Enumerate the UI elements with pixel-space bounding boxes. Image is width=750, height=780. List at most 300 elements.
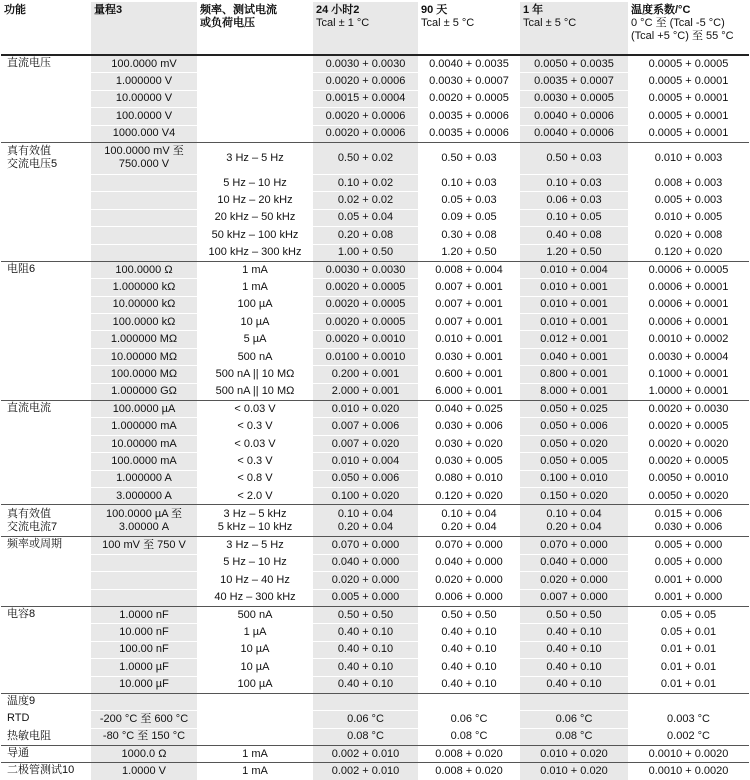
temp-coeff-cell: 0.005 + 0.003 xyxy=(628,192,749,209)
table-row xyxy=(1,505,749,537)
accuracy-24h-cell: 0.0030 + 0.0030 xyxy=(313,55,418,73)
range-cell: 10.000 µF xyxy=(91,676,197,693)
accuracy-1y-cell: 0.40 + 0.10 xyxy=(520,676,628,693)
accuracy-90d-cell: 0.0020 + 0.0005 xyxy=(418,90,520,107)
accuracy-24h-cell: 0.05 + 0.04 xyxy=(313,209,418,226)
accuracy-24h-cell: 0.0030 + 0.0030 xyxy=(313,261,418,278)
range-cell: 1.000000 mA xyxy=(91,418,197,435)
frequency-cell xyxy=(197,125,313,142)
range-cell: -200 °C 至 600 °C xyxy=(91,711,197,728)
table-row xyxy=(1,227,749,244)
function-cell xyxy=(1,659,91,676)
frequency-cell xyxy=(197,73,313,90)
header-24h-sub: Tcal ± 1 °C xyxy=(316,17,370,29)
temp-coeff-cell: 0.01 + 0.01 xyxy=(628,641,749,658)
table-row xyxy=(1,142,749,174)
accuracy-1y-cell: 0.040 + 0.000 xyxy=(520,554,628,571)
frequency-cell: 5 Hz – 10 Hz xyxy=(197,554,313,571)
header-1y-title: 1 年 xyxy=(523,4,544,16)
accuracy-90d-cell: 0.007 + 0.001 xyxy=(418,314,520,331)
frequency-cell: 10 Hz – 20 kHz xyxy=(197,192,313,209)
function-cell xyxy=(1,624,91,641)
accuracy-1y-cell: 0.10 + 0.05 xyxy=(520,209,628,226)
temp-coeff-cell: 0.0006 + 0.0001 xyxy=(628,279,749,296)
accuracy-90d-cell: 0.08 °C xyxy=(418,728,520,745)
range-cell xyxy=(91,693,197,710)
range-cell xyxy=(91,589,197,606)
accuracy-90d-cell: 0.080 + 0.010 xyxy=(418,470,520,487)
function-cell xyxy=(1,90,91,107)
accuracy-90d-cell: 0.030 + 0.020 xyxy=(418,435,520,452)
accuracy-24h-cell: 0.50 + 0.50 xyxy=(313,606,418,623)
accuracy-24h-cell: 0.0020 + 0.0005 xyxy=(313,296,418,313)
accuracy-24h-cell: 0.0020 + 0.0006 xyxy=(313,73,418,90)
table-row xyxy=(1,73,749,90)
accuracy-90d-cell: 0.40 + 0.10 xyxy=(418,641,520,658)
frequency-cell: < 0.8 V xyxy=(197,470,313,487)
function-cell: 真有效值 交流电压5 xyxy=(1,142,91,174)
accuracy-1y-cell: 0.010 + 0.001 xyxy=(520,314,628,331)
accuracy-1y-cell: 0.150 + 0.020 xyxy=(520,487,628,504)
header-90d xyxy=(418,2,520,55)
frequency-cell: 1 mA xyxy=(197,746,313,763)
accuracy-90d-cell: 0.120 + 0.020 xyxy=(418,487,520,504)
temp-coeff-cell: 0.0020 + 0.0030 xyxy=(628,401,749,418)
accuracy-24h-cell: 0.10 + 0.04 0.20 + 0.04 xyxy=(313,505,418,537)
table-row xyxy=(1,296,749,313)
function-cell xyxy=(1,487,91,504)
function-cell xyxy=(1,453,91,470)
frequency-cell xyxy=(197,693,313,710)
accuracy-1y-cell: 0.800 + 0.001 xyxy=(520,366,628,383)
function-cell xyxy=(1,641,91,658)
function-cell xyxy=(1,174,91,191)
frequency-cell: 500 nA || 10 MΩ xyxy=(197,383,313,400)
accuracy-1y-cell: 0.050 + 0.020 xyxy=(520,435,628,452)
accuracy-1y-cell: 0.007 + 0.000 xyxy=(520,589,628,606)
temp-coeff-cell: 0.001 + 0.000 xyxy=(628,572,749,589)
table-row xyxy=(1,244,749,261)
header-frequency: 频率、测试电流 或负荷电压 xyxy=(197,2,313,55)
frequency-cell: 50 kHz – 100 kHz xyxy=(197,227,313,244)
accuracy-24h-cell: 0.200 + 0.001 xyxy=(313,366,418,383)
table-row xyxy=(1,606,749,623)
accuracy-1y-cell: 0.06 °C xyxy=(520,711,628,728)
accuracy-90d-cell: 0.070 + 0.000 xyxy=(418,537,520,554)
accuracy-24h-cell: 0.40 + 0.10 xyxy=(313,676,418,693)
accuracy-1y-cell: 0.0040 + 0.0006 xyxy=(520,108,628,125)
accuracy-1y-cell: 0.010 + 0.001 xyxy=(520,279,628,296)
frequency-cell: < 2.0 V xyxy=(197,487,313,504)
table-row xyxy=(1,624,749,641)
accuracy-90d-cell: 0.040 + 0.000 xyxy=(418,554,520,571)
accuracy-24h-cell: 0.002 + 0.010 xyxy=(313,763,418,780)
header-temp-sub2: (Tcal +5 °C) 至 55 °C xyxy=(631,30,734,42)
frequency-cell xyxy=(197,90,313,107)
accuracy-1y-cell: 0.40 + 0.10 xyxy=(520,641,628,658)
range-cell: 1000.0 Ω xyxy=(91,746,197,763)
accuracy-1y-cell: 0.06 + 0.03 xyxy=(520,192,628,209)
range-cell xyxy=(91,174,197,191)
accuracy-1y-cell: 0.012 + 0.001 xyxy=(520,331,628,348)
accuracy-90d-cell: 0.008 + 0.020 xyxy=(418,746,520,763)
frequency-cell: 5 Hz – 10 Hz xyxy=(197,174,313,191)
range-cell: 1.000000 MΩ xyxy=(91,331,197,348)
header-1y-sub: Tcal ± 5 °C xyxy=(523,17,577,29)
function-cell xyxy=(1,314,91,331)
table-row xyxy=(1,108,749,125)
accuracy-1y-cell: 0.100 + 0.010 xyxy=(520,470,628,487)
accuracy-1y-cell: 0.070 + 0.000 xyxy=(520,537,628,554)
accuracy-24h-cell: 0.007 + 0.020 xyxy=(313,435,418,452)
accuracy-90d-cell: 0.010 + 0.001 xyxy=(418,331,520,348)
table-row xyxy=(1,470,749,487)
accuracy-24h-cell: 0.08 °C xyxy=(313,728,418,745)
range-cell: 1.000000 GΩ xyxy=(91,383,197,400)
temp-coeff-cell: 0.0020 + 0.0020 xyxy=(628,435,749,452)
frequency-cell: 1 mA xyxy=(197,279,313,296)
table-row xyxy=(1,763,749,780)
temp-coeff-cell xyxy=(628,693,749,710)
range-cell xyxy=(91,209,197,226)
accuracy-90d-cell: 0.10 + 0.03 xyxy=(418,174,520,191)
header-1y xyxy=(520,2,628,55)
accuracy-90d-cell: 0.006 + 0.000 xyxy=(418,589,520,606)
table-row xyxy=(1,746,749,763)
frequency-cell: 100 kHz – 300 kHz xyxy=(197,244,313,261)
accuracy-1y-cell: 0.50 + 0.03 xyxy=(520,142,628,174)
accuracy-24h-cell: 0.100 + 0.020 xyxy=(313,487,418,504)
temp-coeff-cell: 0.008 + 0.003 xyxy=(628,174,749,191)
range-cell: 100.0000 µA 至 3.00000 A xyxy=(91,505,197,537)
accuracy-1y-cell: 0.40 + 0.10 xyxy=(520,624,628,641)
accuracy-24h-cell: 0.010 + 0.020 xyxy=(313,401,418,418)
function-cell xyxy=(1,331,91,348)
range-cell: 10.000 nF xyxy=(91,624,197,641)
table-row xyxy=(1,487,749,504)
accuracy-1y-cell xyxy=(520,693,628,710)
accuracy-1y-cell: 0.0040 + 0.0006 xyxy=(520,125,628,142)
frequency-cell: < 0.03 V xyxy=(197,401,313,418)
accuracy-1y-cell: 0.0030 + 0.0005 xyxy=(520,90,628,107)
function-cell xyxy=(1,572,91,589)
range-cell: 100.0000 Ω xyxy=(91,261,197,278)
range-cell: 100.0000 µA xyxy=(91,401,197,418)
accuracy-1y-cell: 0.010 + 0.020 xyxy=(520,746,628,763)
temp-coeff-cell: 0.1000 + 0.0001 xyxy=(628,366,749,383)
frequency-cell: 10 µA xyxy=(197,659,313,676)
function-cell xyxy=(1,435,91,452)
header-temp-coeff xyxy=(628,2,749,55)
range-cell: 100.0000 mV 至 750.000 V xyxy=(91,142,197,174)
range-cell: 100.0000 mA xyxy=(91,453,197,470)
range-cell: 100.0000 MΩ xyxy=(91,366,197,383)
accuracy-90d-cell: 6.000 + 0.001 xyxy=(418,383,520,400)
table-row xyxy=(1,209,749,226)
function-cell xyxy=(1,125,91,142)
range-cell: 1.000000 V xyxy=(91,73,197,90)
table-row xyxy=(1,537,749,554)
table-row xyxy=(1,435,749,452)
temp-coeff-cell: 0.05 + 0.05 xyxy=(628,606,749,623)
range-cell: 100.00 nF xyxy=(91,641,197,658)
accuracy-90d-cell: 0.06 °C xyxy=(418,711,520,728)
accuracy-24h-cell: 0.070 + 0.000 xyxy=(313,537,418,554)
accuracy-24h-cell: 0.0100 + 0.0010 xyxy=(313,348,418,365)
temp-coeff-cell: 0.0020 + 0.0005 xyxy=(628,453,749,470)
frequency-cell: 20 kHz – 50 kHz xyxy=(197,209,313,226)
temp-coeff-cell: 0.0005 + 0.0001 xyxy=(628,125,749,142)
temp-coeff-cell: 0.0010 + 0.0020 xyxy=(628,763,749,780)
table-body xyxy=(1,55,749,780)
table-row xyxy=(1,401,749,418)
accuracy-90d-cell: 0.008 + 0.004 xyxy=(418,261,520,278)
accuracy-90d-cell: 0.020 + 0.000 xyxy=(418,572,520,589)
accuracy-24h-cell: 2.000 + 0.001 xyxy=(313,383,418,400)
accuracy-1y-cell: 0.040 + 0.001 xyxy=(520,348,628,365)
accuracy-90d-cell: 0.007 + 0.001 xyxy=(418,296,520,313)
header-temp-title: 温度系数/°C xyxy=(631,4,691,16)
table-row xyxy=(1,383,749,400)
accuracy-24h-cell: 0.20 + 0.08 xyxy=(313,227,418,244)
accuracy-24h-cell: 0.50 + 0.02 xyxy=(313,142,418,174)
accuracy-1y-cell: 0.0035 + 0.0007 xyxy=(520,73,628,90)
range-cell: 100.0000 mV xyxy=(91,55,197,73)
accuracy-24h-cell: 0.02 + 0.02 xyxy=(313,192,418,209)
accuracy-24h-cell: 0.005 + 0.000 xyxy=(313,589,418,606)
function-cell xyxy=(1,192,91,209)
accuracy-1y-cell: 0.10 + 0.04 0.20 + 0.04 xyxy=(520,505,628,537)
table-row xyxy=(1,641,749,658)
function-cell xyxy=(1,348,91,365)
table-row xyxy=(1,659,749,676)
temp-coeff-cell: 0.003 °C xyxy=(628,711,749,728)
accuracy-90d-cell: 1.20 + 0.50 xyxy=(418,244,520,261)
table-row xyxy=(1,125,749,142)
function-cell xyxy=(1,244,91,261)
accuracy-24h-cell: 0.06 °C xyxy=(313,711,418,728)
function-cell xyxy=(1,296,91,313)
range-cell: 1.0000 nF xyxy=(91,606,197,623)
header-24h xyxy=(313,2,418,55)
header-24h-title: 24 小时2 xyxy=(316,4,360,16)
function-cell: 导通 xyxy=(1,746,91,763)
temp-coeff-cell: 0.0030 + 0.0004 xyxy=(628,348,749,365)
accuracy-24h-cell: 0.40 + 0.10 xyxy=(313,641,418,658)
temp-coeff-cell: 0.01 + 0.01 xyxy=(628,659,749,676)
function-cell xyxy=(1,470,91,487)
accuracy-24h-cell: 0.0020 + 0.0005 xyxy=(313,279,418,296)
temp-coeff-cell: 0.010 + 0.005 xyxy=(628,209,749,226)
accuracy-1y-cell: 0.40 + 0.10 xyxy=(520,659,628,676)
accuracy-90d-cell: 0.50 + 0.50 xyxy=(418,606,520,623)
range-cell: 1.000000 A xyxy=(91,470,197,487)
temp-coeff-cell: 0.015 + 0.006 0.030 + 0.006 xyxy=(628,505,749,537)
header-function: 功能 xyxy=(1,2,91,55)
temp-coeff-cell: 0.0006 + 0.0005 xyxy=(628,261,749,278)
table-row xyxy=(1,261,749,278)
table-row xyxy=(1,589,749,606)
accuracy-1y-cell: 0.010 + 0.001 xyxy=(520,296,628,313)
frequency-cell: 5 µA xyxy=(197,331,313,348)
accuracy-1y-cell: 8.000 + 0.001 xyxy=(520,383,628,400)
accuracy-90d-cell: 0.030 + 0.006 xyxy=(418,418,520,435)
table-row xyxy=(1,728,749,745)
accuracy-90d-cell: 0.030 + 0.001 xyxy=(418,348,520,365)
frequency-cell: 1 µA xyxy=(197,624,313,641)
range-cell xyxy=(91,244,197,261)
range-cell xyxy=(91,554,197,571)
table-row xyxy=(1,348,749,365)
range-cell: 1.0000 V xyxy=(91,763,197,780)
accuracy-90d-cell: 0.030 + 0.005 xyxy=(418,453,520,470)
frequency-cell: 1 mA xyxy=(197,261,313,278)
temp-coeff-cell: 0.0006 + 0.0001 xyxy=(628,314,749,331)
table-row xyxy=(1,314,749,331)
frequency-cell: 500 nA || 10 MΩ xyxy=(197,366,313,383)
accuracy-24h-cell: 0.40 + 0.10 xyxy=(313,659,418,676)
accuracy-90d-cell: 0.40 + 0.10 xyxy=(418,624,520,641)
frequency-cell: 500 nA xyxy=(197,606,313,623)
function-cell xyxy=(1,554,91,571)
range-cell: 3.000000 A xyxy=(91,487,197,504)
frequency-cell: 10 µA xyxy=(197,314,313,331)
frequency-cell: 500 nA xyxy=(197,348,313,365)
frequency-cell xyxy=(197,711,313,728)
accuracy-1y-cell: 0.050 + 0.005 xyxy=(520,453,628,470)
temp-coeff-cell: 0.01 + 0.01 xyxy=(628,676,749,693)
accuracy-24h-cell: 0.040 + 0.000 xyxy=(313,554,418,571)
table-row xyxy=(1,418,749,435)
header-temp-sub1: 0 °C 至 (Tcal -5 °C) xyxy=(631,17,725,29)
frequency-cell: < 0.03 V xyxy=(197,435,313,452)
frequency-cell: 10 µA xyxy=(197,641,313,658)
function-cell xyxy=(1,366,91,383)
frequency-cell: 1 mA xyxy=(197,763,313,780)
range-cell xyxy=(91,572,197,589)
range-cell: 10.00000 kΩ xyxy=(91,296,197,313)
range-cell: 10.00000 MΩ xyxy=(91,348,197,365)
temp-coeff-cell: 0.0005 + 0.0005 xyxy=(628,55,749,73)
table-row xyxy=(1,554,749,571)
frequency-cell: 3 Hz – 5 Hz xyxy=(197,537,313,554)
table-row xyxy=(1,331,749,348)
frequency-cell: 100 µA xyxy=(197,296,313,313)
function-cell: 电阻6 xyxy=(1,261,91,278)
range-cell xyxy=(91,227,197,244)
function-cell: 直流电流 xyxy=(1,401,91,418)
accuracy-90d-cell: 0.008 + 0.020 xyxy=(418,763,520,780)
temp-coeff-cell: 0.120 + 0.020 xyxy=(628,244,749,261)
function-cell xyxy=(1,676,91,693)
range-cell: 1000.000 V4 xyxy=(91,125,197,142)
accuracy-90d-cell: 0.40 + 0.10 xyxy=(418,676,520,693)
accuracy-90d-cell: 0.600 + 0.001 xyxy=(418,366,520,383)
header-range: 量程3 xyxy=(91,2,197,55)
table-row xyxy=(1,366,749,383)
temp-coeff-cell: 0.0010 + 0.0002 xyxy=(628,331,749,348)
table-row xyxy=(1,453,749,470)
header-90d-sub: Tcal ± 5 °C xyxy=(421,17,475,29)
header-row xyxy=(1,2,749,55)
range-cell xyxy=(91,192,197,209)
function-cell: 电容8 xyxy=(1,606,91,623)
accuracy-24h-cell: 0.007 + 0.006 xyxy=(313,418,418,435)
range-cell: 100 mV 至 750 V xyxy=(91,537,197,554)
accuracy-90d-cell: 0.09 + 0.05 xyxy=(418,209,520,226)
accuracy-1y-cell: 1.20 + 0.50 xyxy=(520,244,628,261)
temp-coeff-cell: 0.002 °C xyxy=(628,728,749,745)
function-cell xyxy=(1,209,91,226)
accuracy-1y-cell: 0.08 °C xyxy=(520,728,628,745)
frequency-cell: 10 Hz – 40 Hz xyxy=(197,572,313,589)
header-90d-title: 90 天 xyxy=(421,4,448,16)
accuracy-90d-cell: 0.040 + 0.025 xyxy=(418,401,520,418)
function-cell: 温度9 xyxy=(1,693,91,710)
function-cell: 二极管测试10 xyxy=(1,763,91,780)
accuracy-90d-cell: 0.50 + 0.03 xyxy=(418,142,520,174)
temp-coeff-cell: 0.020 + 0.008 xyxy=(628,227,749,244)
frequency-cell: 40 Hz – 300 kHz xyxy=(197,589,313,606)
table-row xyxy=(1,192,749,209)
accuracy-24h-cell: 0.020 + 0.000 xyxy=(313,572,418,589)
temp-coeff-cell: 0.0050 + 0.0010 xyxy=(628,470,749,487)
table-row xyxy=(1,572,749,589)
accuracy-90d-cell: 0.05 + 0.03 xyxy=(418,192,520,209)
accuracy-90d-cell: 0.0040 + 0.0035 xyxy=(418,55,520,73)
frequency-cell: 3 Hz – 5 kHz 5 kHz – 10 kHz xyxy=(197,505,313,537)
table-row xyxy=(1,279,749,296)
range-cell: 100.0000 kΩ xyxy=(91,314,197,331)
function-cell xyxy=(1,589,91,606)
table-row xyxy=(1,174,749,191)
temp-coeff-cell: 0.0020 + 0.0005 xyxy=(628,418,749,435)
table-row xyxy=(1,693,749,710)
frequency-cell: < 0.3 V xyxy=(197,418,313,435)
accuracy-24h-cell: 0.0020 + 0.0006 xyxy=(313,108,418,125)
accuracy-24h-cell: 0.10 + 0.02 xyxy=(313,174,418,191)
range-cell: 10.00000 V xyxy=(91,90,197,107)
function-cell xyxy=(1,418,91,435)
accuracy-1y-cell: 0.10 + 0.03 xyxy=(520,174,628,191)
accuracy-24h-cell: 0.002 + 0.010 xyxy=(313,746,418,763)
function-cell: 直流电压 xyxy=(1,55,91,73)
accuracy-90d-cell xyxy=(418,693,520,710)
temp-coeff-cell: 0.0005 + 0.0001 xyxy=(628,73,749,90)
table-row xyxy=(1,55,749,73)
table-row xyxy=(1,676,749,693)
frequency-cell: 3 Hz – 5 Hz xyxy=(197,142,313,174)
accuracy-1y-cell: 0.50 + 0.50 xyxy=(520,606,628,623)
range-cell: -80 °C 至 150 °C xyxy=(91,728,197,745)
table-row xyxy=(1,711,749,728)
function-cell xyxy=(1,108,91,125)
temp-coeff-cell: 0.001 + 0.000 xyxy=(628,589,749,606)
temp-coeff-cell: 0.005 + 0.000 xyxy=(628,537,749,554)
function-cell: 真有效值 交流电流7 xyxy=(1,505,91,537)
range-cell: 1.000000 kΩ xyxy=(91,279,197,296)
range-cell: 10.00000 mA xyxy=(91,435,197,452)
temp-coeff-cell: 0.05 + 0.01 xyxy=(628,624,749,641)
accuracy-24h-cell: 0.40 + 0.10 xyxy=(313,624,418,641)
function-cell: RTD xyxy=(1,711,91,728)
accuracy-90d-cell: 0.40 + 0.10 xyxy=(418,659,520,676)
frequency-cell: < 0.3 V xyxy=(197,453,313,470)
accuracy-1y-cell: 0.020 + 0.000 xyxy=(520,572,628,589)
accuracy-90d-cell: 0.0035 + 0.0006 xyxy=(418,108,520,125)
accuracy-24h-cell: 0.0020 + 0.0006 xyxy=(313,125,418,142)
function-cell xyxy=(1,383,91,400)
